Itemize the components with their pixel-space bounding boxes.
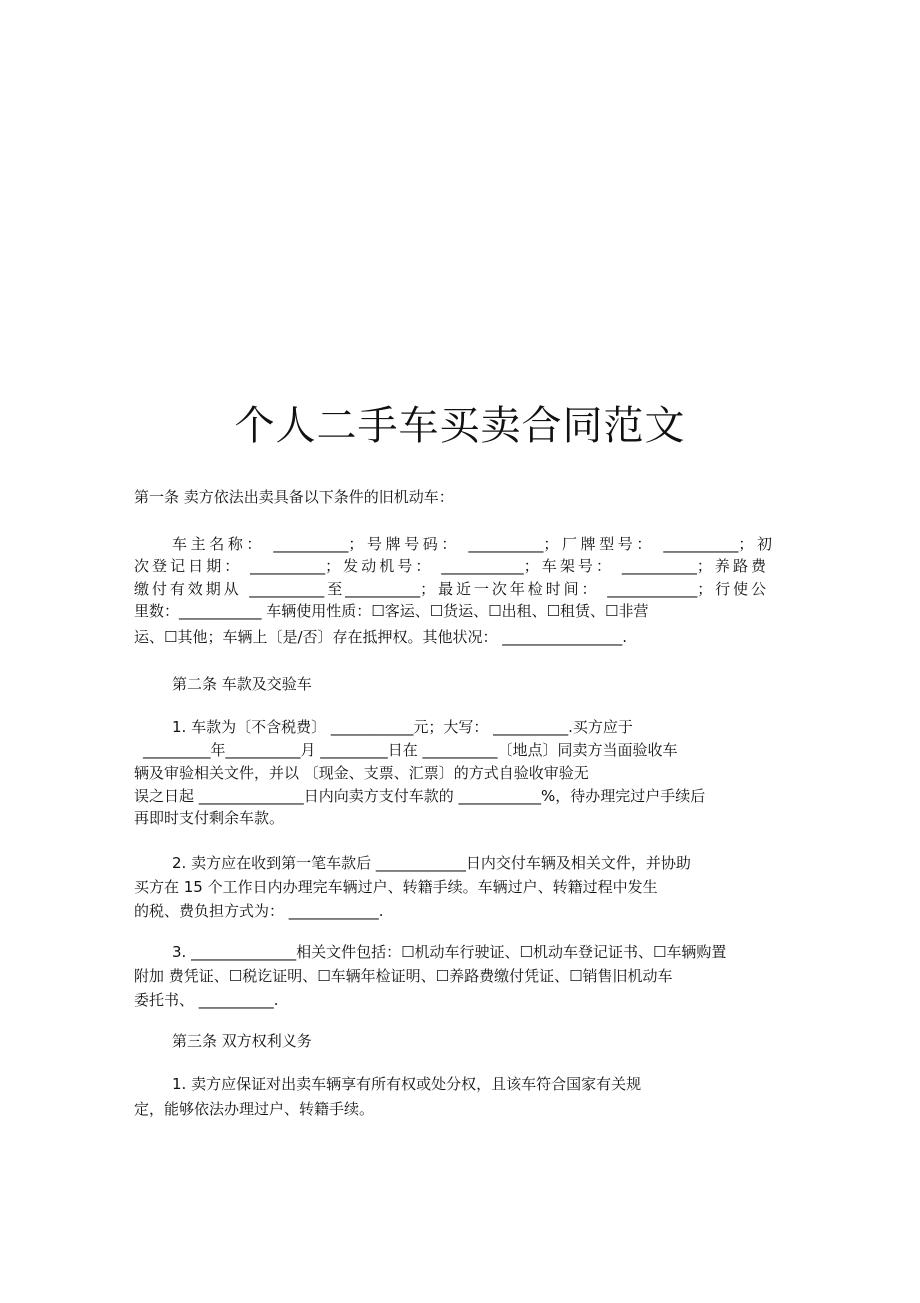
article-3-item-1-line: 定，能够依法办理过户、转籍手续。 bbox=[134, 1100, 375, 1118]
article-1-line: 里数：___________ 车辆使用性质：☐客运、☐货运、☐出租、☐租赁、☐非营 bbox=[134, 602, 649, 620]
article-2-item-2-line: 2. 卖方应在收到第一笔车款后 ____________日内交付车辆及相关文件，并协助 bbox=[172, 854, 691, 872]
article-1-line: 次登记日期： __________；发动机号： ___________；车架号： __________；养路费 bbox=[134, 557, 766, 575]
article-2-item-1-line: 误之日起 ______________日内向卖方支付车款的 ___________%，待办理完过户手续后 bbox=[134, 787, 706, 805]
article-2-item-2-line: 买方在 15 个工作日内办理完车辆过户、转籍手续。车辆过户、转籍过程中发生 bbox=[134, 878, 658, 896]
article-2-item-1-line: 1. 车款为〔不含税费〕 ___________元；大写： __________.买方应于 bbox=[172, 718, 633, 736]
article-3-item-1-line: 1. 卖方应保证对出卖车辆享有所有权或处分权，且该车符合国家有关规 bbox=[172, 1075, 642, 1093]
article-2-item-2-line: 的税、费负担方式为： ____________. bbox=[134, 902, 384, 920]
article-2-item-1-line: 辆及审验相关文件，并以 〔现金、支票、汇票〕的方式自验收审验无 bbox=[134, 764, 589, 782]
article-2-item-1-line: _________年__________月 _________日在 __________〔地点〕同卖方当面验收车 bbox=[143, 741, 678, 759]
article-1-line: 运、☐其他；车辆上〔是/否〕存在抵押权。其他状况： ________________. bbox=[134, 628, 628, 646]
document-title: 个人二手车买卖合同范文 bbox=[234, 403, 686, 449]
article-2-item-3-line: 委托书、 __________. bbox=[134, 991, 279, 1009]
article-1-line: 车主名称： __________；号牌号码： __________；厂牌型号： __________；初 bbox=[172, 535, 772, 553]
article-2-item-3-line: 附加 费凭证、☐税讫证明、☐车辆年检证明、☐养路费缴付凭证、☐销售旧机动车 bbox=[134, 967, 673, 985]
article-1-line: 缴付有效期从 __________至__________；最近一次年检时间： ____________；行使公 bbox=[134, 580, 766, 598]
article-2-item-1-line: 再即时支付剩余车款。 bbox=[134, 809, 285, 827]
article-2-heading: 第二条 车款及交验车 bbox=[172, 675, 312, 693]
article-2-item-3-line: 3. ______________相关文件包括：☐机动车行驶证、☐机动车登记证书、☐车辆购置 bbox=[172, 943, 727, 961]
article-1-heading: 第一条 卖方依法出卖具备以下条件的旧机动车： bbox=[134, 488, 454, 506]
article-3-heading: 第三条 双方权利义务 bbox=[172, 1032, 312, 1050]
